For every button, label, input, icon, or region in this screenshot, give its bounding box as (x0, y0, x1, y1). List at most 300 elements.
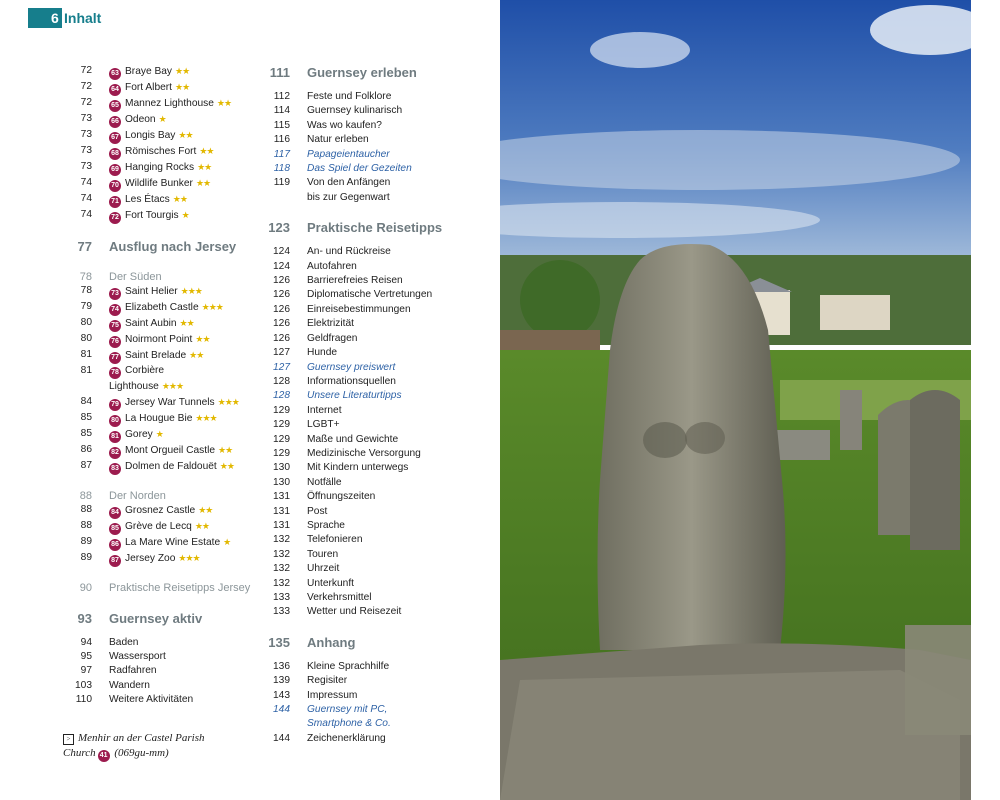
toc-entry-label: Saint Aubin (125, 318, 177, 330)
toc-page-number: 73 (80, 129, 92, 140)
toc-entry-text (109, 650, 248, 664)
toc-entry-label: Guernsey erleben (307, 65, 417, 80)
toc-entry-label: Radfahren (109, 665, 157, 677)
toc-entry-label: Feste und Folklore (307, 91, 392, 102)
toc-entry (255, 660, 455, 674)
toc-entry-text (109, 489, 248, 503)
toc-entry-label: La Mare Wine Estate (125, 537, 221, 549)
toc-entry-label: Unsere Literaturtipps (307, 390, 402, 402)
toc-page-number: 131 (273, 519, 290, 531)
toc-entry-text (307, 660, 455, 674)
star-rating-icon: ★★ (172, 194, 187, 204)
toc-entry-text (109, 519, 248, 535)
toc-entry (58, 80, 248, 96)
toc-entry (58, 459, 248, 475)
toc-entry-text (307, 303, 455, 317)
toc-page-number: 103 (75, 679, 92, 691)
toc-entry-label: Wetter und Reisezeit (307, 606, 402, 618)
toc-chapter-heading (58, 610, 248, 628)
poi-badge: 76 (109, 336, 121, 348)
toc-entry-label: Fort Tourgis (125, 210, 179, 221)
poi-badge: 64 (109, 84, 121, 96)
toc-page-number: 124 (273, 260, 290, 272)
toc-page-number: 81 (80, 365, 92, 377)
toc-entry-text (307, 404, 455, 418)
star-rating-icon: ★ (181, 210, 189, 220)
toc-entry (255, 389, 455, 403)
toc-page-number: 73 (80, 161, 92, 172)
toc-entry (255, 461, 455, 475)
toc-entry-text (109, 411, 248, 427)
toc-page-number: 126 (273, 303, 290, 315)
toc-entry-text (109, 332, 248, 348)
toc-entry-text (109, 64, 248, 80)
toc-page-number: 78 (80, 285, 92, 297)
toc-entry (58, 144, 248, 160)
poi-badge: 73 (109, 288, 121, 300)
page-number: 6 (51, 10, 59, 26)
toc-entry-label: Guernsey aktiv (109, 610, 203, 626)
poi-badge: 82 (109, 447, 121, 459)
toc-section-heading (58, 489, 248, 503)
toc-entry-label: Regisiter (307, 675, 348, 687)
toc-page-number: 144 (273, 704, 290, 716)
toc-entry-label: Hanging Rocks (125, 162, 195, 173)
toc-page-number: 74 (80, 193, 92, 204)
toc-page-number: 72 (80, 97, 92, 108)
toc-entry-text (307, 689, 455, 703)
toc-entry (58, 128, 248, 144)
toc-page-number: 131 (273, 491, 290, 503)
star-rating-icon: ★★ (198, 505, 213, 516)
toc-entry-label: Maße und Gewichte (307, 433, 399, 445)
toc-entry (255, 104, 455, 118)
toc-entry-label: Corbière (125, 365, 165, 377)
toc-entry (58, 64, 248, 80)
toc-entry (255, 490, 455, 504)
toc-chapter-heading (58, 238, 248, 256)
toc-entry-text (307, 274, 455, 288)
toc-page-number: 73 (80, 145, 92, 156)
toc-entry-text (109, 551, 248, 567)
toc-page-number: 132 (273, 577, 290, 589)
toc-entry (58, 411, 248, 427)
toc-entry-label: Jersey Zoo (125, 553, 176, 565)
toc-entry (255, 404, 455, 418)
toc-entry (255, 332, 455, 346)
toc-entry (255, 245, 455, 259)
star-rating-icon: ★★★ (178, 553, 200, 564)
toc-entry (255, 577, 455, 591)
toc-entry-text (109, 693, 248, 707)
toc-entry (255, 288, 455, 302)
toc-page-number: 133 (273, 592, 290, 603)
poi-badge: 66 (109, 116, 121, 128)
toc-entry (58, 112, 248, 128)
star-rating-icon: ★★ (219, 460, 234, 471)
arrow-box-icon: > (63, 734, 74, 745)
toc-entry-label: Mont Orgueil Castle (125, 444, 216, 456)
toc-entry (58, 379, 248, 394)
toc-entry-label: Elizabeth Castle (125, 302, 199, 314)
toc-entry-label: Les Étacs (125, 194, 170, 205)
toc-entry-text (307, 389, 455, 403)
toc-entry-label: Autofahren (307, 260, 357, 272)
toc-entry-label: Von den Anfängen (307, 177, 391, 189)
toc-entry (255, 119, 455, 133)
toc-entry (255, 303, 455, 317)
toc-page-number: 87 (80, 459, 92, 471)
toc-entry-text (307, 317, 455, 331)
toc-entry (255, 717, 455, 731)
toc-entry-label: Natur erleben (307, 134, 369, 146)
toc-entry-text (307, 732, 455, 746)
toc-entry (255, 703, 455, 717)
toc-entry-text (307, 133, 455, 147)
star-rating-icon: ★★ (218, 444, 233, 455)
toc-entry-text (307, 717, 455, 731)
toc-chapter-heading (255, 64, 455, 82)
toc-entry (255, 548, 455, 562)
toc-entry-text (109, 348, 248, 364)
toc-entry-label: Guernsey mit PC, (307, 704, 388, 716)
toc-entry-text (307, 605, 455, 619)
star-rating-icon: ★★ (179, 318, 194, 329)
toc-page-number: 144 (273, 732, 290, 744)
toc-entry-label: Der Süden (109, 271, 162, 283)
toc-page-number: 89 (80, 552, 92, 564)
toc-entry-text (109, 270, 248, 284)
toc-entry-label: Wandern (109, 679, 150, 691)
toc-page-number: 72 (80, 65, 92, 76)
toc-entry-label: Grève de Lecq (125, 521, 192, 533)
toc-entry-text (307, 591, 455, 605)
toc-entry (255, 191, 455, 205)
star-rating-icon: ★★ (194, 521, 209, 532)
toc-entry (58, 693, 248, 707)
toc-page-number: 79 (80, 301, 92, 313)
toc-entry-text (307, 245, 455, 259)
toc-entry (255, 519, 455, 533)
toc-entry-text (307, 119, 455, 133)
toc-entry-label: Was wo kaufen? (307, 119, 382, 131)
toc-page-number: 136 (273, 660, 290, 672)
toc-entry-text (307, 346, 455, 360)
toc-entry-text (307, 433, 455, 447)
toc-entry-label: Ausflug nach Jersey (109, 239, 237, 254)
star-rating-icon: ★★ (178, 130, 193, 140)
toc-entry (58, 192, 248, 208)
toc-page-number: 74 (80, 209, 92, 220)
poi-badge: 72 (109, 212, 121, 224)
toc-entry-text (109, 192, 248, 208)
toc-page-number: 126 (273, 318, 290, 330)
toc-entry-label: Öffnungszeiten (307, 491, 376, 503)
star-rating-icon: ★★★ (161, 381, 184, 392)
toc-entry-label: Fort Albert (125, 82, 172, 93)
toc-page-number: 126 (273, 275, 290, 287)
toc-page-number: 88 (80, 504, 92, 516)
toc-page-number: 133 (273, 606, 290, 618)
toc-entry-text (307, 505, 455, 519)
toc-entry-label: Telefonieren (307, 534, 363, 546)
toc-entry-label: Braye Bay (125, 66, 172, 77)
poi-badge: 74 (109, 304, 121, 316)
toc-entry-label: Einreisebestimmungen (307, 303, 411, 315)
toc-page-number: 126 (273, 289, 290, 301)
toc-entry (58, 316, 248, 332)
toc-entry (58, 284, 248, 300)
toc-page-number: 73 (80, 113, 92, 124)
toc-entry-label: Guernsey kulinarisch (307, 105, 403, 117)
toc-page-number: 130 (273, 462, 290, 474)
toc-page-number: 119 (273, 177, 290, 189)
poi-badge: 68 (109, 148, 121, 160)
toc-entry-text (109, 581, 250, 595)
toc-section-heading (58, 270, 248, 284)
star-rating-icon: ★★ (216, 98, 232, 108)
toc-entry-label: Smartphone & Co. (307, 718, 391, 730)
star-rating-icon: ★ (223, 537, 231, 548)
poi-badge: 77 (109, 352, 121, 364)
toc-entry-label: Impressum (307, 689, 358, 701)
page-title: Inhalt (64, 10, 102, 26)
toc-entry-text (307, 703, 455, 717)
toc-page-number: 127 (273, 347, 290, 359)
caption-line-1: > Menhir an der Castel Parish (63, 731, 205, 746)
toc-entry-text (109, 80, 248, 96)
toc-page-number: 80 (80, 333, 92, 345)
toc-entry-text (307, 332, 455, 346)
toc-entry-label: Informationsquellen (307, 375, 396, 387)
toc-page-number: 86 (80, 443, 92, 455)
menhir-photo-image (500, 0, 971, 800)
toc-page-number: 88 (79, 489, 92, 502)
menhir-photo (500, 0, 971, 800)
toc-entry-text (109, 379, 248, 394)
toc-entry-text (109, 636, 248, 650)
toc-page-number: 84 (80, 395, 92, 407)
toc-page-number: 95 (80, 651, 92, 663)
star-rating-icon: ★★ (189, 350, 204, 361)
toc-page-number: 123 (268, 220, 290, 236)
toc-entry (255, 433, 455, 447)
photo-caption (63, 731, 205, 762)
toc-entry-label: Papageientaucher (307, 148, 390, 160)
toc-entry-text (109, 395, 248, 411)
toc-entry-text (307, 490, 455, 504)
toc-entry-label: Odeon (125, 114, 156, 125)
star-rating-icon: ★★ (199, 146, 214, 156)
star-rating-icon: ★★★ (180, 286, 202, 297)
toc-entry-text (109, 679, 248, 693)
toc-entry (255, 346, 455, 360)
toc-entry-text (109, 96, 248, 112)
toc-page-number: 129 (273, 419, 290, 431)
toc-entry-text (109, 427, 248, 443)
toc-entry (58, 348, 248, 364)
poi-badge: 41 (98, 750, 110, 762)
toc-entry-label: Wassersport (109, 651, 166, 663)
toc-entry-text (307, 418, 455, 432)
toc-entry (255, 689, 455, 703)
toc-entry-text (307, 148, 455, 162)
toc-page-number: 78 (79, 271, 92, 283)
toc-page-number: 80 (80, 317, 92, 329)
toc-page-number: 110 (75, 694, 92, 706)
toc-entry-text (307, 162, 455, 176)
toc-entry (58, 519, 248, 535)
toc-page-number: 97 (80, 665, 92, 677)
toc-entry (58, 551, 248, 567)
toc-entry-text (307, 288, 455, 302)
toc-page-number: 93 (77, 610, 92, 626)
toc-page-number: 118 (273, 163, 290, 175)
toc-entry (255, 418, 455, 432)
toc-page-number: 124 (273, 246, 290, 258)
toc-page-number (255, 191, 307, 205)
toc-entry-label: Grosnez Castle (125, 505, 196, 517)
toc-page-number: 132 (273, 563, 290, 575)
toc-entry (58, 395, 248, 411)
toc-entry (58, 443, 248, 459)
toc-page-number: 114 (273, 105, 290, 117)
toc-entry-text (307, 90, 455, 104)
toc-entry (58, 503, 248, 519)
toc-entry-label: Noirmont Point (125, 334, 193, 346)
star-rating-icon: ★★★ (217, 396, 239, 407)
toc-entry-text (307, 176, 455, 190)
toc-entry (255, 505, 455, 519)
toc-entry-label: Weitere Aktivitäten (109, 694, 194, 706)
toc-entry-text (109, 128, 248, 144)
toc-entry-label: Touren (307, 548, 339, 560)
toc-entry-text (307, 64, 455, 82)
toc-entry-text (307, 447, 455, 461)
poi-badge: 86 (109, 539, 121, 551)
toc-entry-label: Mannez Lighthouse (125, 98, 214, 109)
poi-badge: 70 (109, 180, 121, 192)
toc-entry-text (109, 284, 248, 300)
toc-page-number: 116 (273, 134, 290, 146)
toc-entry-label: Anhang (307, 634, 356, 650)
toc-page-number: 90 (79, 582, 92, 595)
toc-entry-label: Guernsey preiswert (307, 361, 396, 373)
poi-badge: 78 (109, 367, 121, 379)
toc-page-number: 132 (273, 548, 290, 560)
toc-entry-text (109, 459, 248, 475)
toc-entry (58, 427, 248, 443)
star-rating-icon: ★★★ (201, 302, 223, 313)
toc-entry-text (109, 535, 248, 551)
toc-entry-label: Elektrizität (307, 318, 354, 330)
toc-entry (255, 133, 455, 147)
toc-entry (255, 260, 455, 274)
toc-page-number: 88 (80, 520, 92, 532)
toc-page-number: 85 (80, 411, 92, 423)
toc-page-number: 115 (273, 119, 290, 131)
toc-entry-label: La Hougue Bie (125, 412, 193, 424)
toc-page-number: 128 (273, 390, 290, 402)
toc-entry-text (307, 548, 455, 562)
toc-section-heading (58, 581, 251, 595)
toc-chapter-heading (255, 634, 455, 652)
toc-entry-text (109, 300, 248, 316)
toc-column-right (255, 64, 455, 746)
toc-page-number: 94 (80, 636, 92, 648)
toc-entry-label: Das Spiel der Gezeiten (307, 163, 412, 175)
toc-entry (58, 332, 248, 348)
toc-page-number: 139 (273, 675, 290, 687)
star-rating-icon: ★★ (195, 178, 211, 188)
star-rating-icon: ★★ (197, 162, 212, 172)
toc-entry (58, 364, 248, 379)
poi-badge: 87 (109, 555, 121, 567)
toc-entry (255, 476, 455, 490)
toc-entry (255, 562, 455, 576)
toc-entry-label: Internet (307, 404, 342, 416)
toc-entry-text (109, 176, 248, 192)
toc-entry (58, 300, 248, 316)
poi-badge: 65 (109, 100, 121, 112)
star-rating-icon: ★ (158, 114, 166, 124)
toc-page-number: 85 (80, 427, 92, 439)
toc-entry-label: Barrierefreies Reisen (307, 275, 403, 287)
poi-badge: 80 (109, 415, 121, 427)
toc-page-number (58, 379, 109, 394)
toc-entry-label: Longis Bay (125, 130, 176, 141)
toc-entry-text (109, 112, 248, 128)
toc-page-number: 111 (269, 65, 290, 80)
toc-entry-label: Post (307, 505, 328, 517)
toc-entry-text (307, 634, 455, 652)
toc-entry-label: Der Norden (109, 489, 166, 502)
toc-entry-text (307, 562, 455, 576)
toc-entry-label: Praktische Reisetipps (307, 220, 443, 236)
toc-entry-text (307, 104, 455, 118)
star-rating-icon: ★★ (195, 334, 210, 345)
toc-page-number: 135 (268, 634, 290, 650)
toc-entry-text (109, 316, 248, 332)
toc-page-number: 126 (273, 332, 290, 344)
toc-entry-label: Hunde (307, 347, 338, 359)
toc-entry-text (307, 375, 455, 389)
toc-entry-text (307, 260, 455, 274)
toc-page-number: 81 (80, 349, 92, 361)
toc-entry-label: Römisches Fort (125, 146, 197, 157)
toc-entry (255, 732, 455, 746)
toc-page-number: 127 (273, 361, 290, 373)
toc-entry-label: Kleine Sprachhilfe (307, 660, 390, 672)
toc-page-number: 130 (273, 476, 290, 488)
toc-entry (255, 533, 455, 547)
toc-entry (255, 90, 455, 104)
toc-entry (255, 375, 455, 389)
star-rating-icon: ★ (155, 428, 163, 439)
toc-entry-label: Wildlife Bunker (125, 178, 193, 189)
star-rating-icon: ★★ (175, 66, 190, 76)
star-rating-icon: ★★★ (195, 412, 217, 423)
toc-entry (255, 605, 455, 619)
toc-entry-text (307, 674, 455, 688)
toc-page-number: 128 (273, 375, 290, 387)
toc-entry-text (109, 208, 248, 224)
toc-entry (255, 361, 455, 375)
poi-badge: 67 (109, 132, 121, 144)
toc-entry-label: LGBT+ (307, 419, 340, 431)
toc-entry (255, 317, 455, 331)
toc-entry-text (109, 664, 248, 678)
